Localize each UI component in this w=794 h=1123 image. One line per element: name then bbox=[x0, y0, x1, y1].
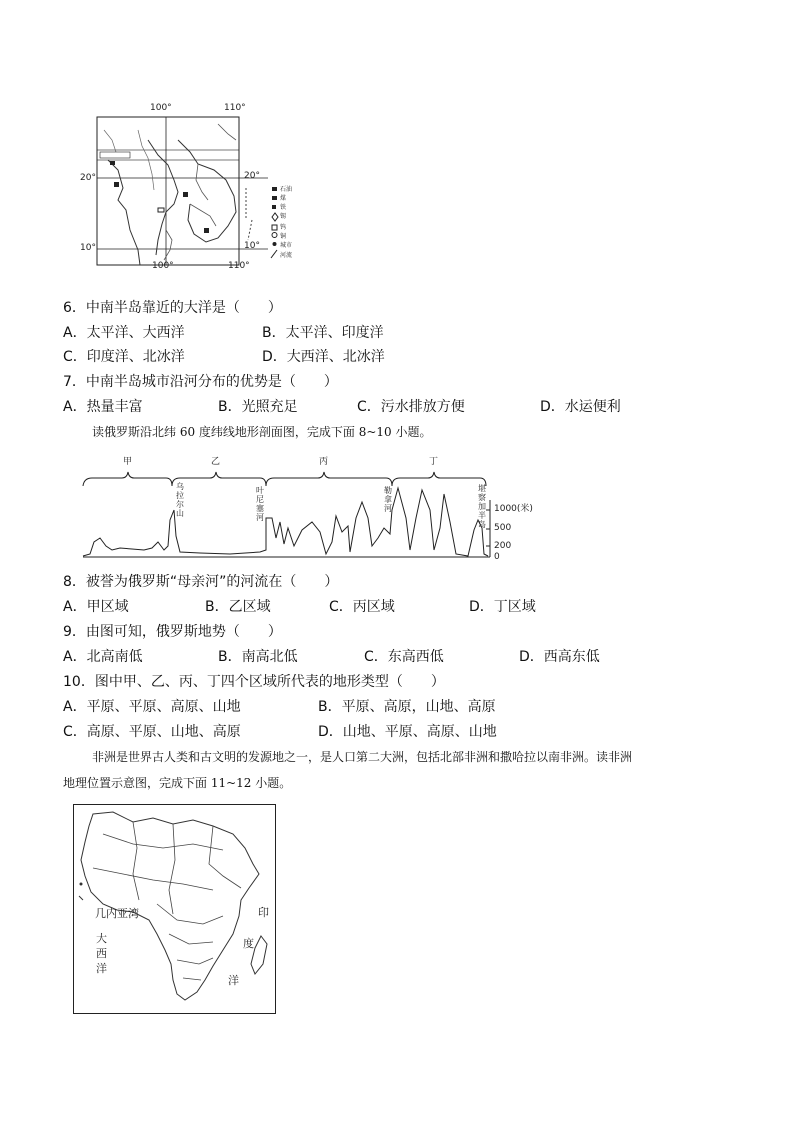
russia-profile-svg bbox=[80, 458, 560, 564]
question-8-option-a[interactable]: A．甲区域 bbox=[63, 599, 129, 615]
question-8-option-d[interactable]: D．丁区域 bbox=[469, 599, 536, 615]
indochina-map bbox=[78, 100, 308, 270]
copper-icon bbox=[272, 233, 277, 238]
question-7-option-d[interactable]: D．水运便利 bbox=[540, 399, 621, 415]
intro-11-12-line-1: 非洲是世界古人类和古文明的发源地之一，是人口第二大洲，包括北部非洲和撒哈拉以南非洲。读非洲 bbox=[92, 750, 633, 764]
region-ding: 丁 bbox=[429, 457, 439, 467]
indochina-map-svg bbox=[78, 100, 308, 270]
question-6-stem: 6．中南半岛靠近的大洋是（ ） bbox=[63, 300, 282, 316]
iron-icon bbox=[272, 205, 276, 209]
coal-icon bbox=[272, 196, 277, 200]
question-10-option-a[interactable]: A．平原、平原、高原、山地 bbox=[63, 699, 241, 715]
question-6-option-b[interactable]: B．太平洋、印度洋 bbox=[262, 325, 384, 341]
question-6-option-d[interactable]: D．大西洋、北冰洋 bbox=[262, 349, 385, 365]
city-icon bbox=[273, 242, 277, 246]
lon-label-bottom-left: 100° bbox=[152, 261, 174, 271]
question-6-option-c[interactable]: C．印度洋、北冰洋 bbox=[63, 349, 185, 365]
legend-coal: 煤 bbox=[280, 195, 287, 202]
elevation-unit: 1000(米) bbox=[494, 504, 533, 514]
label-atlantic-3: 洋 bbox=[96, 962, 107, 975]
africa-map bbox=[73, 804, 276, 1014]
question-10-option-d[interactable]: D．山地、平原、高原、山地 bbox=[318, 724, 497, 740]
lat-label-20-right: 20° bbox=[244, 171, 260, 181]
label-indian-2: 度 bbox=[243, 937, 254, 950]
elevation-tick-200: 200 bbox=[494, 541, 512, 551]
legend-copper: 铜 bbox=[280, 233, 287, 240]
question-9-option-d[interactable]: D．西高东低 bbox=[519, 649, 600, 665]
question-8-stem: 8．被誉为俄罗斯“母亲河”的河流在（ ） bbox=[63, 574, 339, 590]
legend-tin: 锡 bbox=[280, 213, 287, 220]
question-10-option-c[interactable]: C．高原、平原、山地、高原 bbox=[63, 724, 241, 740]
label-lena: 勒拿河 bbox=[384, 486, 392, 513]
question-10-option-b[interactable]: B．平原、高原，山地、高原 bbox=[318, 699, 496, 715]
lon-label-top-right: 110° bbox=[224, 103, 246, 113]
label-indian-3: 洋 bbox=[228, 974, 239, 987]
legend-city: 城市 bbox=[280, 242, 293, 249]
label-indian-1: 印 bbox=[258, 906, 269, 919]
question-6-option-a[interactable]: A．太平洋、大西洋 bbox=[63, 325, 185, 341]
region-yi: 乙 bbox=[211, 457, 221, 467]
question-10-stem: 10．图中甲、乙、丙、丁四个区域所代表的地形类型（ ） bbox=[63, 674, 445, 690]
elevation-tick-500: 500 bbox=[494, 523, 512, 533]
region-jia: 甲 bbox=[123, 457, 133, 467]
question-9-stem: 9．由图可知，俄罗斯地势（ ） bbox=[63, 624, 282, 640]
tin-icon bbox=[272, 213, 278, 221]
question-9-option-c[interactable]: C．东高西低 bbox=[364, 649, 444, 665]
question-7-option-c[interactable]: C．污水排放方便 bbox=[357, 399, 465, 415]
tungsten-icon bbox=[272, 225, 277, 230]
legend-river: 河流 bbox=[280, 252, 293, 259]
question-8-option-c[interactable]: C．丙区域 bbox=[329, 599, 395, 615]
lat-label-10-left: 10° bbox=[80, 243, 96, 253]
question-9-option-a[interactable]: A．北高南低 bbox=[63, 649, 143, 665]
oil-icon bbox=[272, 187, 277, 191]
label-yenisei: 叶尼塞河 bbox=[256, 486, 264, 522]
legend-tungsten: 钨 bbox=[280, 224, 287, 231]
question-7-option-a[interactable]: A．热量丰富 bbox=[63, 399, 143, 415]
river-icon bbox=[271, 250, 277, 258]
lon-label-bottom-right: 110° bbox=[228, 261, 250, 271]
label-gulf-of-guinea: 几内亚湾 bbox=[95, 907, 139, 920]
legend-iron: 铁 bbox=[280, 204, 287, 211]
label-ural: 乌拉尔山 bbox=[176, 482, 184, 518]
intro-11-12-line-2: 地理位置示意图，完成下面 11~12 小题。 bbox=[63, 776, 292, 790]
intro-8-10: 读俄罗斯沿北纬 60 度纬线地形剖面图，完成下面 8~10 小题。 bbox=[92, 425, 432, 439]
question-8-option-b[interactable]: B．乙区域 bbox=[205, 599, 271, 615]
question-7-stem: 7．中南半岛城市沿河分布的优势是（ ） bbox=[63, 374, 338, 390]
legend-oil: 石油 bbox=[280, 186, 293, 193]
question-7-option-b[interactable]: B．光照充足 bbox=[218, 399, 298, 415]
label-kamchatka: 堪察加半岛 bbox=[478, 484, 486, 529]
lat-label-20-left: 20° bbox=[80, 173, 96, 183]
lat-label-10-right: 10° bbox=[244, 241, 260, 251]
russia-profile bbox=[80, 458, 560, 564]
label-atlantic-2: 西 bbox=[96, 947, 107, 960]
label-atlantic-1: 大 bbox=[96, 932, 107, 945]
question-9-option-b[interactable]: B．南高北低 bbox=[218, 649, 298, 665]
elevation-tick-0: 0 bbox=[494, 552, 500, 562]
lon-label-top-left: 100° bbox=[150, 103, 172, 113]
region-bing: 丙 bbox=[319, 457, 329, 467]
